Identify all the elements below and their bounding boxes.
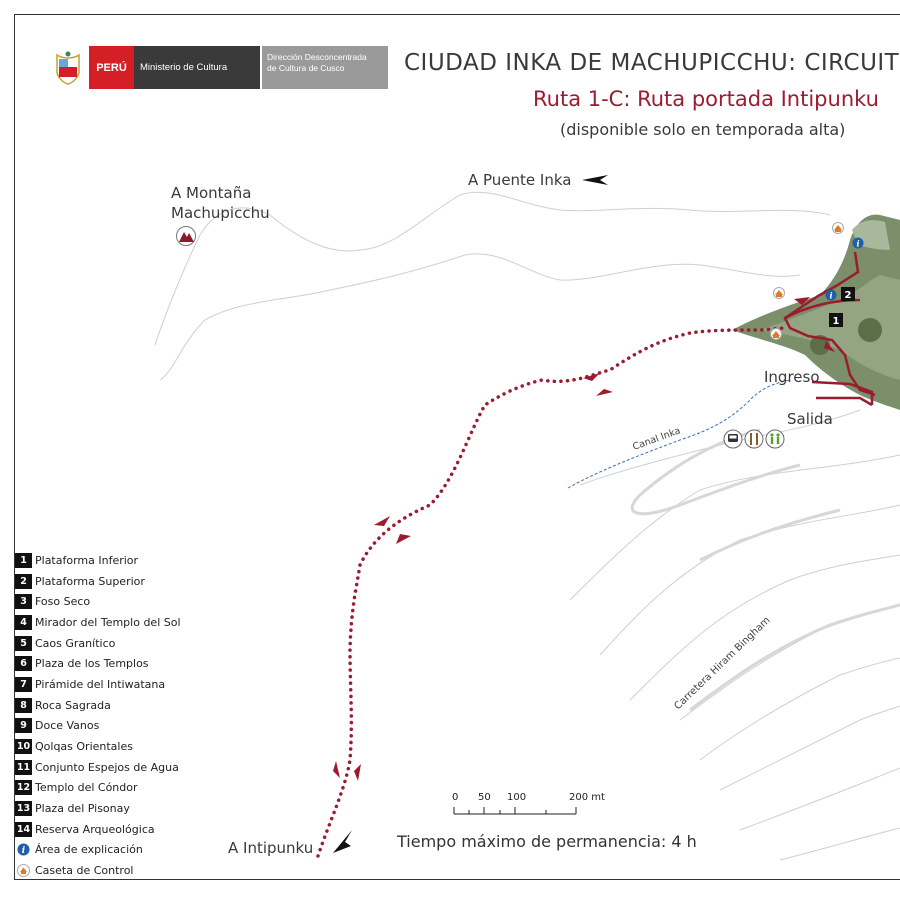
legend-label: Plaza del Pisonay bbox=[35, 802, 130, 816]
legend-number: 6 bbox=[15, 656, 32, 671]
legend-number: 7 bbox=[15, 677, 32, 692]
ministry-logo: Ministerio de Cultura bbox=[134, 46, 260, 89]
availability-note: (disponible solo en temporada alta) bbox=[560, 120, 846, 139]
directorate-line-1: Dirección Desconcentrada bbox=[267, 52, 367, 62]
svg-text:2: 2 bbox=[844, 290, 852, 301]
legend bbox=[15, 550, 181, 881]
map-title: CIUDAD INKA DE MACHUPICCHU: CIRCUIT bbox=[404, 50, 900, 76]
legend-label: Roca Sagrada bbox=[35, 698, 111, 712]
legend-number: 11 bbox=[16, 761, 31, 773]
legend-number: 13 bbox=[16, 803, 31, 815]
puente-inka-label: A Puente Inka bbox=[468, 171, 572, 189]
legend-number: 8 bbox=[15, 698, 32, 713]
control-booth-icon bbox=[15, 863, 32, 878]
legend-item bbox=[15, 612, 181, 633]
legend-number: 2 bbox=[15, 574, 32, 589]
legend-label: Plataforma Superior bbox=[35, 574, 145, 588]
legend-items bbox=[15, 550, 181, 840]
legend-label: Caos Granítico bbox=[35, 636, 116, 650]
legend-label: Doce Vanos bbox=[35, 719, 100, 733]
peru-logo: PERÚ bbox=[89, 46, 134, 89]
mountain-icon bbox=[177, 227, 196, 246]
legend-item bbox=[15, 695, 181, 716]
carretera-label: Carretera Hiram Bingham bbox=[672, 614, 773, 713]
legend-item bbox=[15, 653, 181, 674]
svg-text:1: 1 bbox=[832, 316, 840, 327]
legend-label: Plataforma Inferior bbox=[35, 553, 139, 567]
time-limit: Tiempo máximo de permanencia: 4 h bbox=[397, 832, 697, 851]
legend-item bbox=[15, 798, 181, 819]
site-marker-2 bbox=[841, 287, 855, 301]
legend-label: Plaza de los Templos bbox=[35, 657, 149, 671]
canal-inka-label: Canal Inka bbox=[631, 425, 682, 453]
legend-label: Reserva Arqueológica bbox=[35, 822, 155, 836]
legend-item bbox=[15, 633, 181, 654]
legend-item bbox=[15, 736, 181, 757]
legend-number: 10 bbox=[16, 741, 31, 753]
control-booth-icon bbox=[833, 223, 844, 234]
svg-text:i: i bbox=[829, 290, 833, 301]
montana-machupicchu-label bbox=[171, 183, 270, 223]
svg-text:i: i bbox=[21, 846, 26, 857]
info-icon bbox=[853, 238, 864, 249]
legend-number: 3 bbox=[15, 594, 32, 609]
scale-label: 0 bbox=[452, 792, 459, 803]
legend-item bbox=[15, 778, 181, 799]
ingreso-label: Ingreso bbox=[764, 368, 820, 386]
route-subtitle: Ruta 1-C: Ruta portada Intipunku bbox=[533, 87, 879, 111]
control-booth-icon bbox=[771, 329, 782, 340]
header-logos bbox=[53, 46, 388, 89]
legend-item bbox=[15, 591, 181, 612]
montana-line-2: Machupicchu bbox=[171, 204, 270, 222]
legend-label: Pirámide del Intiwatana bbox=[35, 677, 166, 691]
montana-line-1: A Montaña bbox=[171, 184, 252, 202]
info-icon bbox=[15, 842, 32, 857]
scale-label: 100 bbox=[507, 792, 527, 803]
terrain-contours bbox=[155, 192, 900, 860]
restaurant-icon bbox=[745, 430, 763, 448]
legend-number: 14 bbox=[16, 823, 31, 835]
legend-item-control bbox=[15, 860, 181, 881]
legend-label: Caseta de Control bbox=[35, 864, 134, 878]
svg-text:i: i bbox=[856, 238, 860, 249]
legend-item-info bbox=[15, 840, 181, 861]
arrow-icon bbox=[582, 175, 608, 185]
legend-item bbox=[15, 550, 181, 571]
restroom-icon bbox=[766, 430, 784, 448]
legend-number: 4 bbox=[15, 615, 32, 630]
legend-label: Mirador del Templo del Sol bbox=[35, 615, 181, 629]
peru-crest-icon bbox=[53, 51, 83, 85]
legend-item bbox=[15, 571, 181, 592]
intipunku-route-line bbox=[318, 328, 785, 856]
salida-label: Salida bbox=[787, 410, 833, 428]
legend-label: Templo del Cóndor bbox=[35, 781, 138, 795]
directorate-line-2: de Cultura de Cusco bbox=[267, 63, 345, 73]
legend-label: Área de explicación bbox=[35, 843, 143, 857]
legend-item bbox=[15, 757, 181, 778]
legend-number: 12 bbox=[16, 782, 31, 794]
route-arrows bbox=[333, 297, 835, 781]
legend-number: 1 bbox=[15, 553, 32, 568]
legend-item bbox=[15, 819, 181, 840]
info-icon bbox=[826, 290, 837, 301]
bus-icon bbox=[724, 430, 742, 448]
hiram-bingham-road bbox=[632, 430, 900, 713]
legend-label: Foso Seco bbox=[35, 595, 91, 609]
legend-label: Conjunto Espejos de Agua bbox=[35, 760, 179, 774]
legend-number: 9 bbox=[15, 718, 32, 733]
scale-label: 200 mt bbox=[569, 792, 605, 803]
arrow-icon bbox=[333, 830, 352, 853]
legend-number: 5 bbox=[15, 636, 32, 651]
control-booth-icon bbox=[774, 288, 785, 299]
directorate-logo bbox=[262, 46, 388, 89]
legend-label: Qolqas Orientales bbox=[35, 740, 133, 754]
legend-item bbox=[15, 674, 181, 695]
intipunku-label: A Intipunku bbox=[228, 839, 314, 857]
site-marker-1 bbox=[829, 313, 843, 327]
scale-label: 50 bbox=[478, 792, 491, 803]
legend-item bbox=[15, 716, 181, 737]
